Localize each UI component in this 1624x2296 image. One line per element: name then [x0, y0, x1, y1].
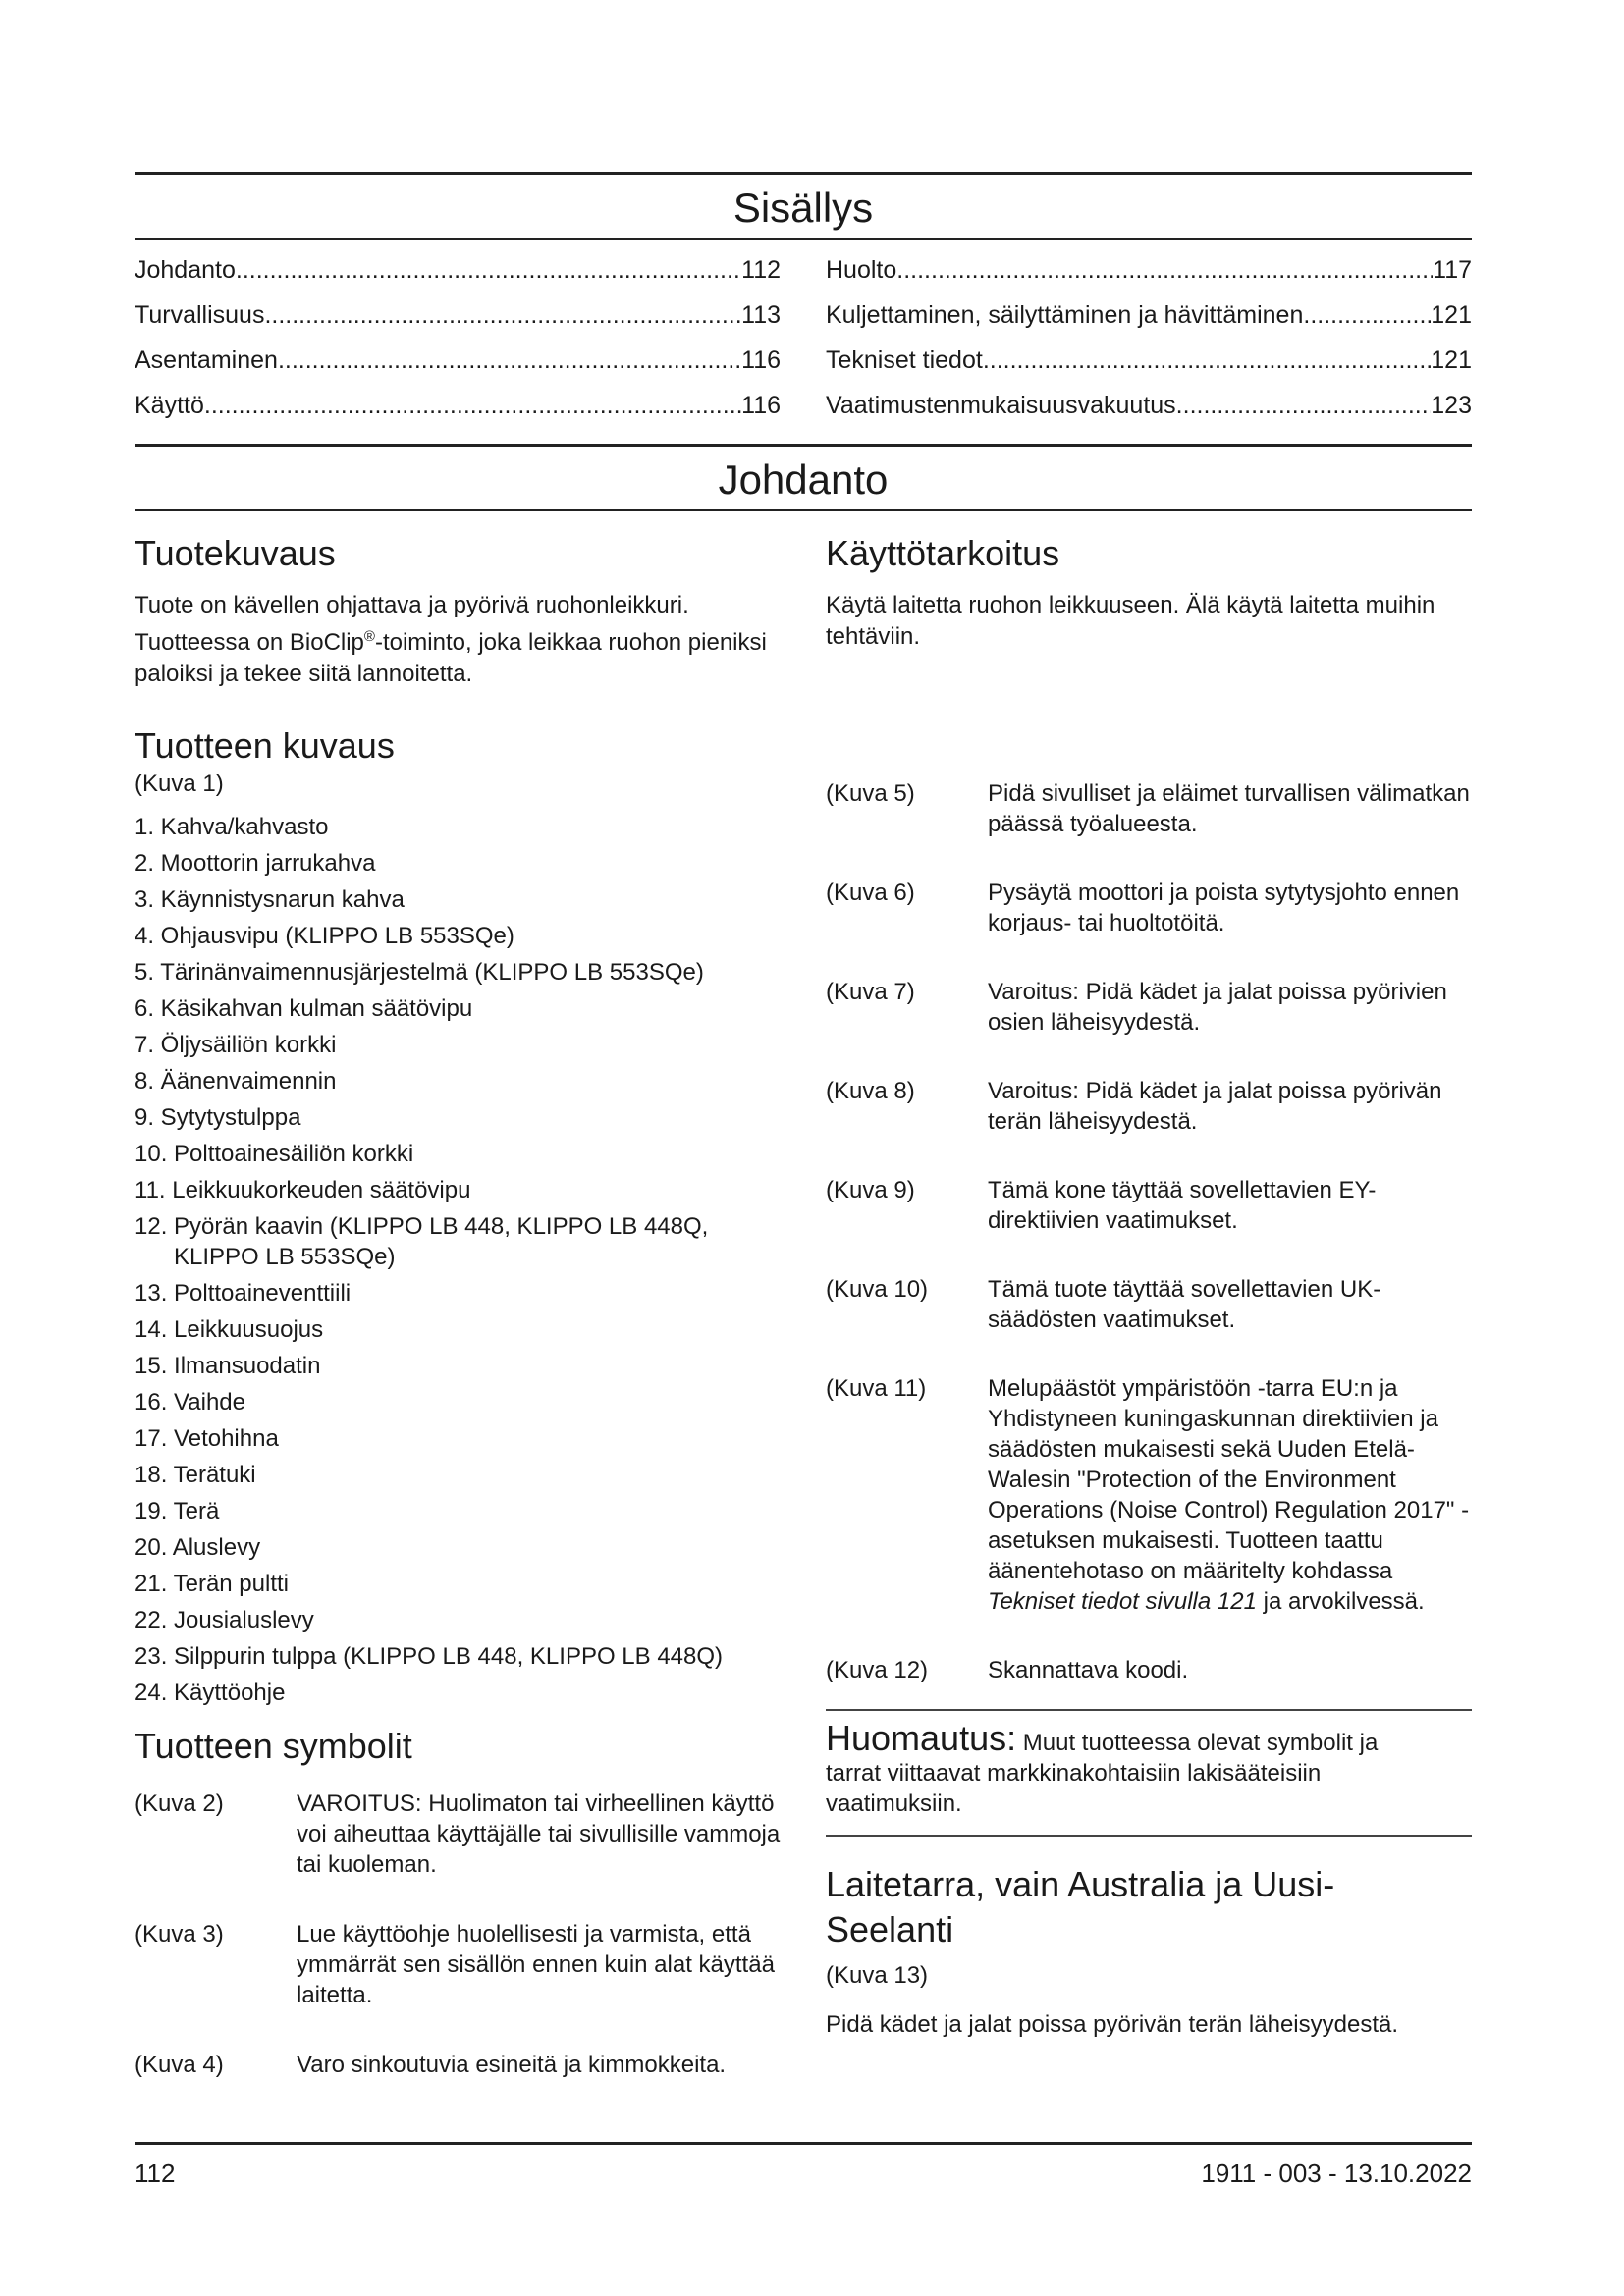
toc-entry[interactable]: Vaatimustenmukaisuusvakuutus ..... 123 — [826, 383, 1472, 428]
toc-entry[interactable]: Tekniset tiedot ..... 121 — [826, 338, 1472, 383]
list-item: 21. Terän pultti — [135, 1571, 289, 1597]
list-item: 11. Leikkuukorkeuden säätövipu — [135, 1177, 471, 1203]
symbol-description: Tämä kone täyttää sovellettavien EY-direktiivien vaatimukset. — [988, 1177, 1377, 1234]
symbol-entry — [826, 1175, 1472, 1236]
symbol-description: VAROITUS: Huolimaton tai virheellinen käyttö voi aiheuttaa käyttäjälle tai sivullisille vammoja tai kuoleman. — [297, 1790, 781, 1878]
list-item: 22. Jousialuslevy — [135, 1607, 314, 1633]
note-label: Huomautus: — [826, 1718, 1017, 1758]
note-box — [826, 1718, 1472, 1819]
figure-reference: (Kuva 3) — [135, 1921, 224, 1948]
figure-reference: (Kuva 1) — [135, 771, 224, 797]
list-item: 2. Moottorin jarrukahva — [135, 850, 376, 877]
rating-plate-text: Pidä kädet ja jalat poissa pyörivän terän läheisyydestä. — [826, 2011, 1399, 2038]
symbol-description: Pysäytä moottori ja poista sytytysjohto ennen korjaus- tai huoltotöitä. — [988, 880, 1460, 936]
symbol-entry — [135, 2050, 781, 2080]
page-content — [135, 172, 1472, 2080]
figure-reference: (Kuva 7) — [826, 979, 915, 1005]
product-description-text: Tuote on kävellen ohjattava ja pyörivä ruohonleikkuri. Tuotteessa on BioClip®-toiminto, joka leikkaa ruohon pieniksi paloiksi ja tekee siitä lannoitetta. — [135, 592, 767, 687]
heading-rating-plate: Laitetarra, vain Australia ja Uusi-Seelanti — [826, 1864, 1335, 1949]
symbol-entry — [826, 977, 1472, 1038]
toc-right-column — [826, 247, 1472, 428]
symbol-entry — [826, 1373, 1472, 1617]
symbol-description: Tämä tuote täyttää sovellettavien UK-säädösten vaatimukset. — [988, 1276, 1381, 1333]
divider — [826, 1835, 1472, 1837]
figure-reference: (Kuva 11) — [826, 1375, 927, 1402]
figure-reference: (Kuva 13) — [826, 1962, 929, 1989]
symbol-description: Varoitus: Pidä kädet ja jalat poissa pyörivän terän läheisyydestä. — [988, 1078, 1442, 1135]
figure-reference: (Kuva 2) — [135, 1790, 224, 1817]
divider — [135, 172, 1472, 175]
list-item: 7. Öljysäiliön korkki — [135, 1032, 337, 1058]
section-title-johdanto: Johdanto — [718, 456, 889, 503]
list-item: 24. Käyttöohje — [135, 1680, 286, 1706]
toc-entry[interactable]: Asentaminen ..... 116 — [135, 338, 781, 383]
symbol-entry — [826, 1076, 1472, 1137]
page-number: 112 — [135, 2159, 176, 2188]
note-text: Muut tuotteessa olevat symbolit ja tarrat viittaavat markkinakohtaisiin lakisääteisiin vaatimuksiin. — [826, 1730, 1379, 1817]
toc-entry[interactable]: Johdanto ..... 112 — [135, 247, 781, 293]
parts-list — [135, 812, 781, 1708]
heading-product-description: Tuotekuvaus — [135, 533, 336, 573]
symbol-entry — [826, 778, 1472, 839]
list-item: 6. Käsikahvan kulman säätövipu — [135, 995, 473, 1022]
intended-use-text: Käytä laitetta ruohon leikkuuseen. Älä käytä laitetta muihin tehtäviin. — [826, 592, 1435, 650]
figure-reference: (Kuva 9) — [826, 1177, 915, 1203]
list-item: 1. Kahva/kahvasto — [135, 814, 329, 840]
divider — [826, 1709, 1472, 1711]
document-code: 1911 - 003 - 13.10.2022 — [1201, 2159, 1472, 2188]
toc-entry[interactable]: Kuljettaminen, säilyttäminen ja hävittäminen ..... 121 — [826, 293, 1472, 338]
toc-entry[interactable]: Huolto ..... 117 — [826, 247, 1472, 293]
symbol-description: Varoitus: Pidä kädet ja jalat poissa pyörivien osien läheisyydestä. — [988, 979, 1447, 1036]
cross-reference-link[interactable]: Tekniset tiedot sivulla 121 — [988, 1588, 1257, 1615]
symbol-entry — [826, 878, 1472, 938]
toc-left-column — [135, 247, 781, 428]
toc-title: Sisällys — [732, 185, 874, 231]
heading-intended-use: Käyttötarkoitus — [826, 533, 1060, 573]
table-of-contents — [135, 240, 1472, 428]
figure-reference: (Kuva 12) — [826, 1657, 929, 1683]
list-item: 20. Aluslevy — [135, 1534, 261, 1561]
figure-reference: (Kuva 5) — [826, 780, 915, 807]
figure-reference: (Kuva 4) — [135, 2052, 224, 2078]
toc-entry[interactable]: Turvallisuus ..... 113 — [135, 293, 781, 338]
list-item: 19. Terä — [135, 1498, 220, 1524]
list-item: 14. Leikkuusuojus — [135, 1316, 324, 1343]
symbol-entry — [826, 1274, 1472, 1335]
list-item: 12. Pyörän kaavin (KLIPPO LB 448, KLIPPO LB 448Q, KLIPPO LB 553SQe) — [135, 1213, 709, 1270]
symbol-entry — [135, 1789, 781, 1880]
list-item: 4. Ohjausvipu (KLIPPO LB 553SQe) — [135, 923, 514, 949]
heading-product-overview: Tuotteen kuvaus — [135, 725, 395, 766]
left-column — [135, 531, 781, 2080]
divider — [135, 2142, 1472, 2145]
symbol-entry — [826, 1655, 1472, 1685]
list-item: 5. Tärinänvaimennusjärjestelmä (KLIPPO LB 553SQe) — [135, 959, 704, 986]
list-item: 9. Sytytystulppa — [135, 1104, 301, 1131]
figure-reference: (Kuva 6) — [826, 880, 915, 906]
list-item: 10. Polttoainesäiliön korkki — [135, 1141, 414, 1167]
list-item: 17. Vetohihna — [135, 1425, 279, 1452]
list-item: 3. Käynnistysnarun kahva — [135, 886, 405, 913]
symbol-description: Lue käyttöohje huolellisesti ja varmista, että ymmärrät sen sisällön ennen kuin alat käyttää laitetta. — [297, 1921, 775, 2008]
list-item: 16. Vaihde — [135, 1389, 245, 1415]
list-item: 8. Äänenvaimennin — [135, 1068, 337, 1095]
symbol-description: Skannattava koodi. — [988, 1657, 1189, 1683]
list-item: 18. Terätuki — [135, 1462, 256, 1488]
list-item: 23. Silppurin tulppa (KLIPPO LB 448, KLIPPO LB 448Q) — [135, 1643, 724, 1670]
page-footer — [135, 2142, 1472, 2189]
figure-reference: (Kuva 8) — [826, 1078, 915, 1104]
figure-reference: (Kuva 10) — [826, 1276, 929, 1303]
divider — [135, 444, 1472, 447]
symbol-entry — [135, 1919, 781, 2010]
divider — [135, 509, 1472, 511]
list-item: 15. Ilmansuodatin — [135, 1353, 321, 1379]
symbol-description: Pidä sivulliset ja eläimet turvallisen välimatkan päässä työalueesta. — [988, 780, 1470, 837]
right-column — [826, 531, 1472, 2080]
list-item: 13. Polttoaineventtiili — [135, 1280, 352, 1307]
symbol-description: Varo sinkoutuvia esineitä ja kimmokkeita. — [297, 2052, 727, 2078]
two-column-body — [135, 531, 1472, 2080]
heading-product-symbols: Tuotteen symbolit — [135, 1726, 412, 1766]
toc-entry[interactable]: Käyttö ..... 116 — [135, 383, 781, 428]
symbol-description: Melupäästöt ympäristöön -tarra EU:n ja Yhdistyneen kuningaskunnan direktiivien ja säädösten mukaisesti sekä Uuden Etelä-Walesin "Protection of the Environment Operations (Noise Control) Regulation 2017" -asetuksen mukaisesti. Tuotteen taattu äänentehotaso on määritelty kohdassa Tekniset tiedot sivulla 121 ja arvokilvessä. — [988, 1375, 1470, 1615]
